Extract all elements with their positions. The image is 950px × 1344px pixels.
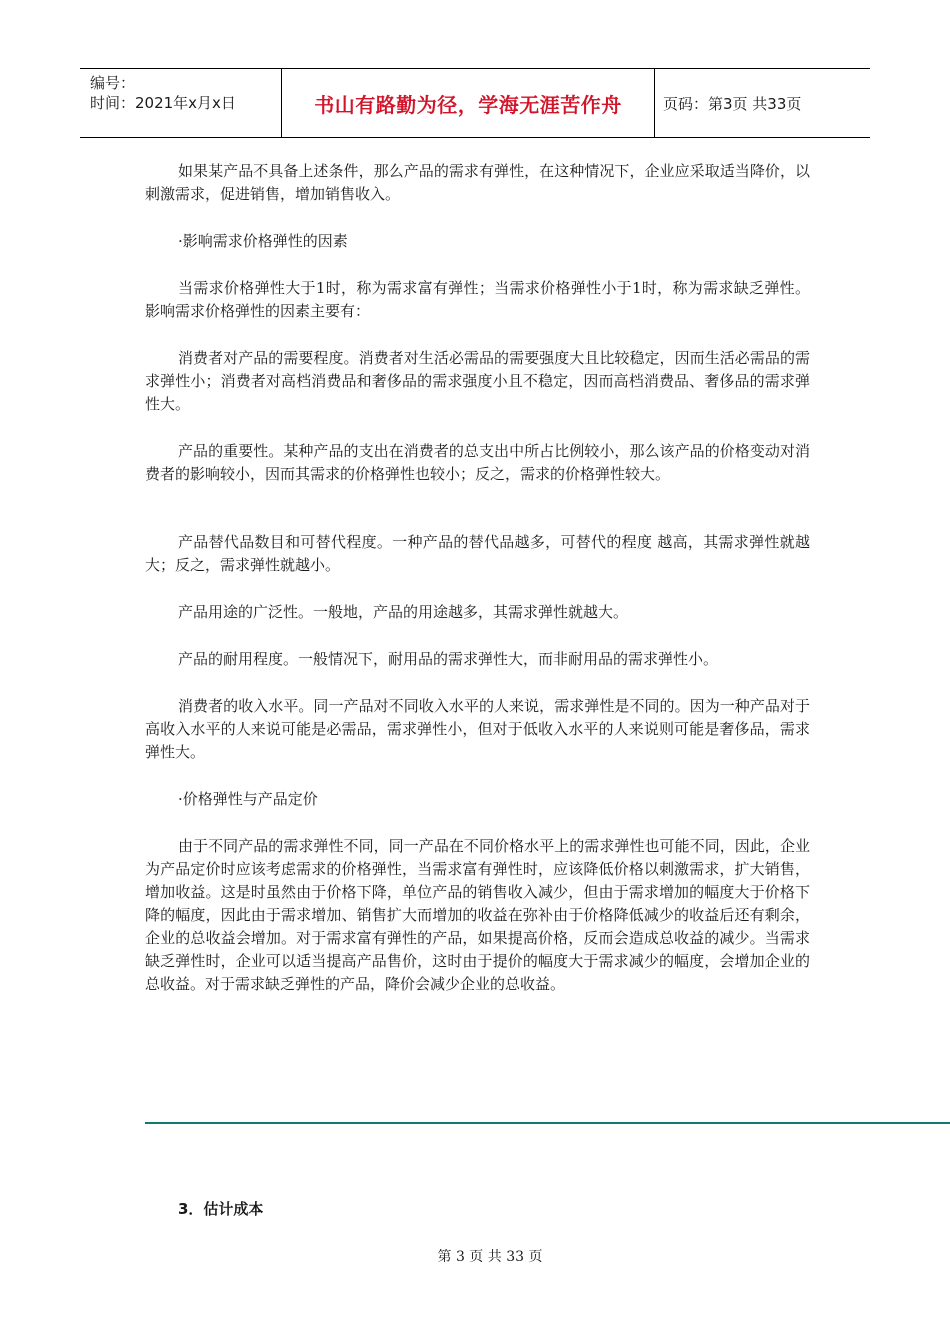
body-paragraph: 产品的重要性。某种产品的支出在消费者的总支出中所占比例较小，那么该产品的价格变动对消费者的影响较小，因而其需求的价格弹性也较小；反之，需求的价格弹性较大。 <box>145 442 810 483</box>
body-paragraph: 由于不同产品的需求弹性不同，同一产品在不同价格水平上的需求弹性也可能不同，因此，企业为产品定价时应该考虑需求的价格弹性，当需求富有弹性时，应该降低价格以刺激需求，扩大销售，增加收益。这是时虽然由于价格下降，单位产品的销售收入减少，但由于需求增加的幅度大于价格下降的幅度，因此由于需求增加、销售扩大而增加的收益在弥补由于价格降低减少的收益后还有剩余，企业的总收益会增加。对于需求富有弹性的产品，如果提高价格，反而会造成总收益的减少。当需求缺乏弹性时，企业可以适当提高产品售价，这时由于提价的幅度大于需求减少的幅度，会增加企业的总收益。对于需求缺乏弹性的产品，降价会减少企业的总收益。 <box>145 837 810 993</box>
section-divider <box>145 1122 950 1124</box>
body-paragraph: 如果某产品不具备上述条件，那么产品的需求有弹性，在这种情况下，企业应采取适当降价，以刺激需求，促进销售，增加销售收入。 <box>145 162 810 203</box>
body-paragraph: 当需求价格弹性大于1时，称为需求富有弹性；当需求价格弹性小于1时，称为需求缺乏弹性。影响需求价格弹性的因素主要有： <box>145 279 810 320</box>
document-date-label: 时间：2021年x月x日 <box>90 94 236 112</box>
header-table <box>80 68 870 138</box>
body-paragraph: 产品用途的广泛性。一般地，产品的用途越多，其需求弹性就越大。 <box>178 603 629 621</box>
header-motto: 书山有路勤为径，学海无涯苦作舟 <box>282 69 655 137</box>
header-meta-cell <box>80 69 282 137</box>
document-number-label: 编号： <box>90 74 136 92</box>
body-paragraph: 消费者对产品的需要程度。消费者对生活必需品的需要强度大且比较稳定，因而生活必需品的需求弹性小；消费者对高档消费品和奢侈品的需求强度小且不稳定，因而高档消费品、奢侈品的需求弹性大。 <box>145 349 810 413</box>
page-footer: 第 3 页 共 33 页 <box>437 1249 543 1265</box>
body-paragraph: 产品的耐用程度。一般情况下，耐用品的需求弹性大，而非耐用品的需求弹性小。 <box>178 650 719 668</box>
section-heading: 3．估计成本 <box>178 1200 264 1218</box>
body-paragraph: 消费者的收入水平。同一产品对不同收入水平的人来说，需求弹性是不同的。因为一种产品对于高收入水平的人来说可能是必需品，需求弹性小，但对于低收入水平的人来说则可能是奢侈品，需求弹性大。 <box>145 697 810 761</box>
subsection-heading: ·影响需求价格弹性的因素 <box>178 232 348 250</box>
subsection-heading: ·价格弹性与产品定价 <box>178 790 318 808</box>
header-page-code: 页码：第3页 共33页 <box>663 94 802 113</box>
document-body <box>145 160 810 1020</box>
body-paragraph: 产品替代品数目和可替代程度。一种产品的替代品越多，可替代的程度 越高，其需求弹性就越大；反之，需求弹性就越小。 <box>145 533 810 574</box>
